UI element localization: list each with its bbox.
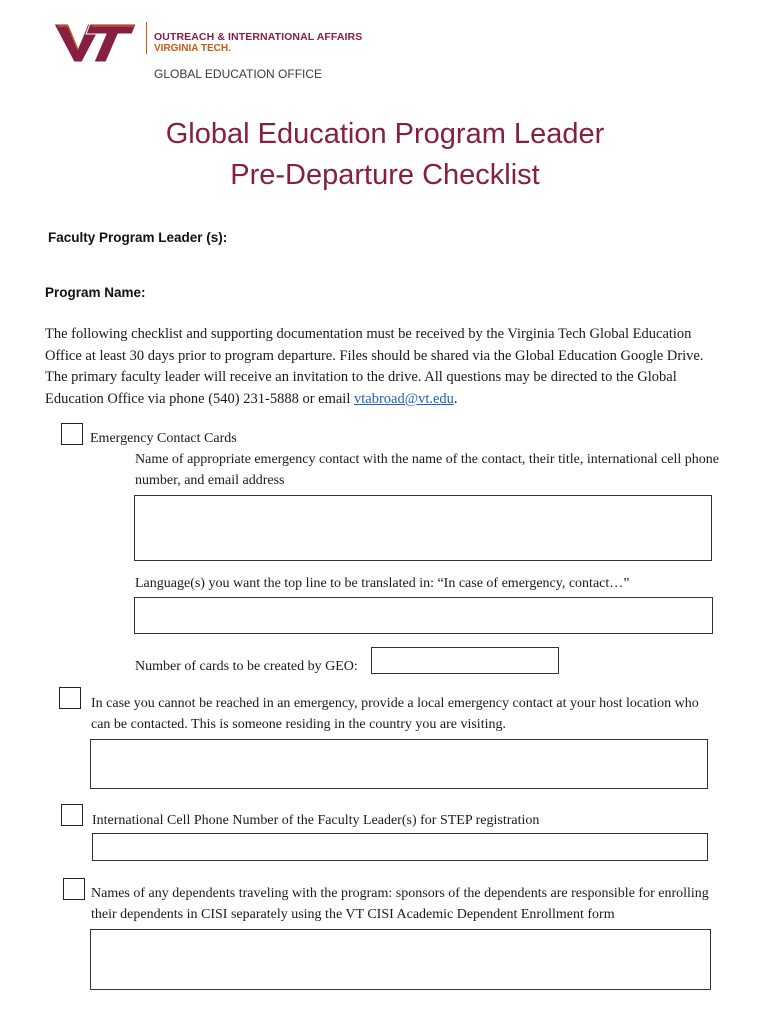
dependents-field[interactable] [90,929,711,990]
local-contact-checkbox[interactable] [59,687,81,709]
local-contact-label: In case you cannot be reached in an emergency, provide a local emergency contact at your host location who can be contacted. This is someone residing in the country you are visiting. [91,696,699,732]
intro-end: . [453,390,458,407]
page-subtitle: Pre-Departure Checklist [230,159,540,191]
intro-text: The following checklist and supporting documentation must be received by the Virginia Tech Global Education Office at least 30 days prior to program departure. Files should be shared via the Global Education Google Drive. The primary faculty leader will receive an invitation to the drive. All questions may be directed to the Global Education Office via phone (540) 231-5888 or email [45,326,704,407]
cell-phone-label: International Cell Phone Number of the Faculty Leader(s) for STEP registration [92,813,540,828]
dependents-checkbox[interactable] [63,878,85,900]
dept-name: OUTREACH & INTERNATIONAL AFFAIRS [154,31,363,43]
emergency-contact-field[interactable] [134,495,712,561]
emergency-cards-checkbox[interactable] [61,423,83,445]
emergency-cards-label: Emergency Contact Cards [90,431,237,446]
cell-phone-field[interactable] [92,833,708,861]
email-link[interactable]: vtabroad@vt.edu [353,390,454,407]
dependents-label: Names of any dependents traveling with the program: sponsors of the dependents are responsible for enrolling their dependents in CISI separately using the VT CISI Academic Dependent Enrollment form [91,886,709,922]
number-of-cards-label: Number of cards to be created by GEO: [135,659,358,674]
faculty-leader-label: Faculty Program Leader (s): [48,230,228,245]
page-title: Global Education Program Leader [165,118,605,150]
logo-divider [146,22,147,54]
cell-phone-checkbox[interactable] [61,804,83,826]
university-name: VIRGINIA TECH. [154,43,231,54]
program-name-label: Program Name: [45,285,146,300]
vt-logo [52,20,138,64]
office-name: GLOBAL EDUCATION OFFICE [154,67,323,81]
emergency-cards-description: Name of appropriate emergency contact with the name of the contact, their title, international cell phone number, and email address [135,452,720,488]
language-label: Language(s) you want the top line to be translated in: “In case of emergency, contact…” [135,576,630,591]
local-contact-field[interactable] [90,739,708,789]
number-of-cards-field[interactable] [371,647,559,674]
language-field[interactable] [134,597,713,634]
intro-paragraph [45,324,725,410]
